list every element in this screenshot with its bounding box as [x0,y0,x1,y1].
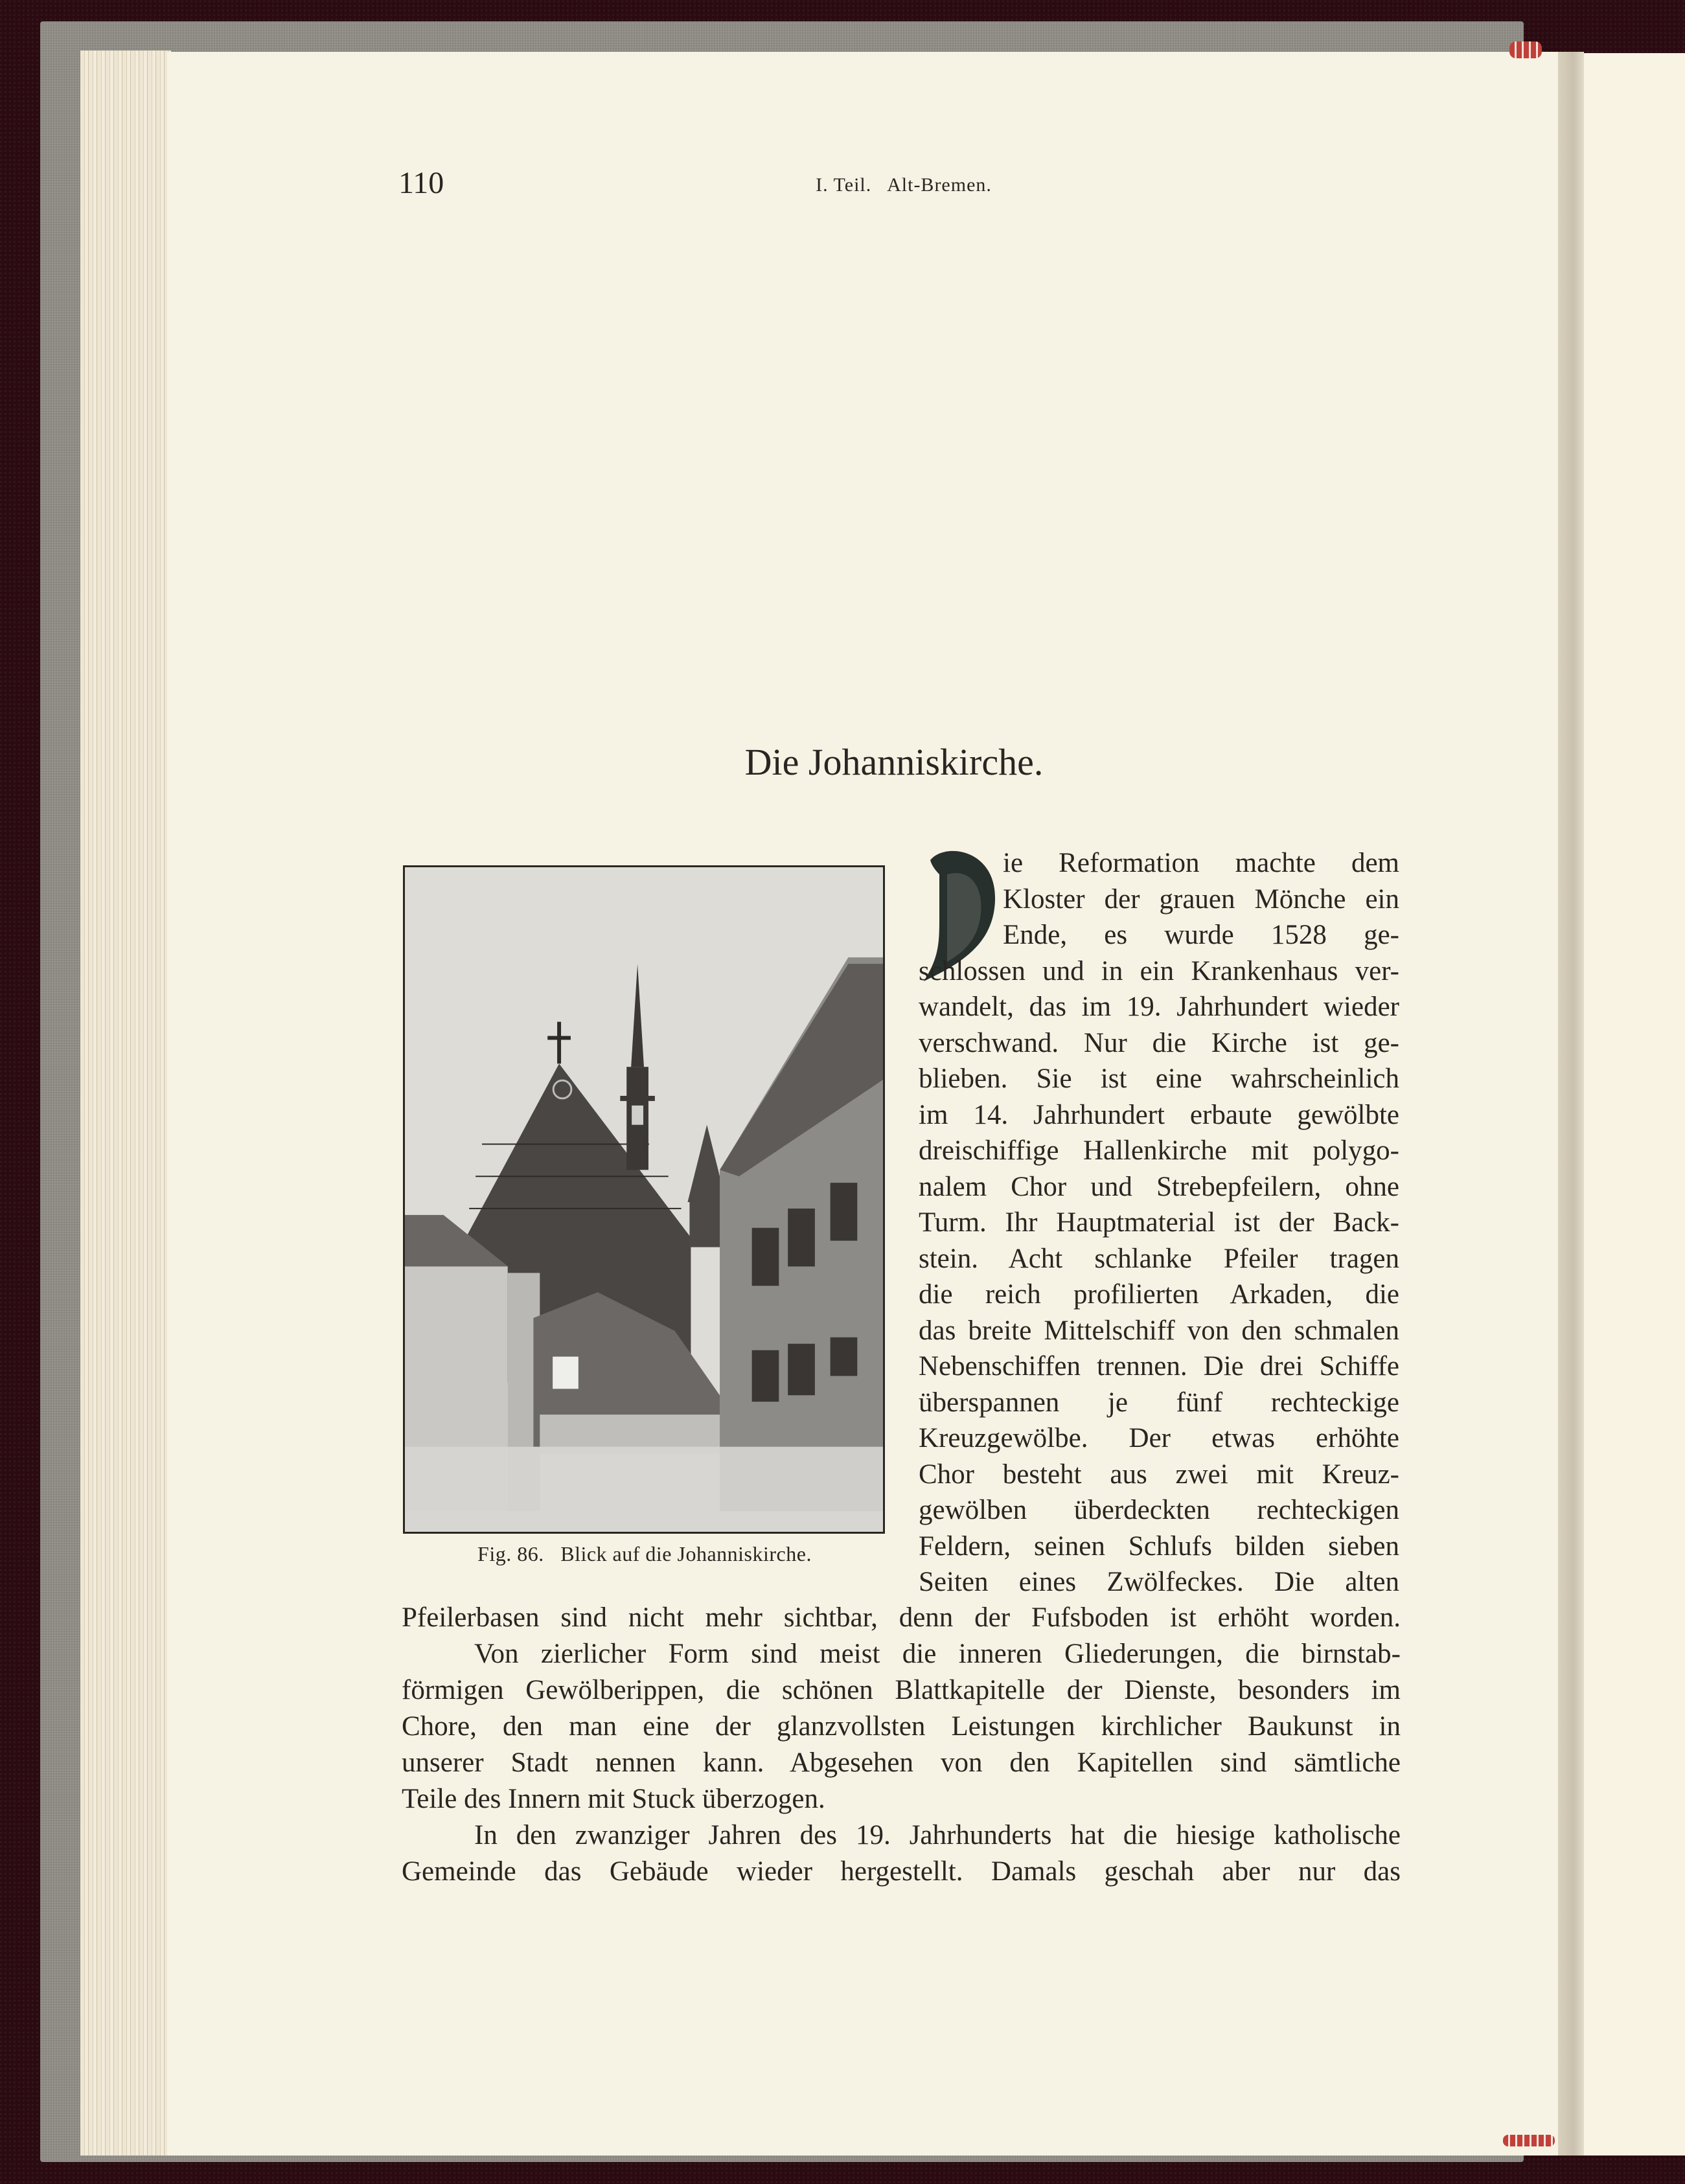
text-line: das breite Mittelschiff von den schmalen [919,1315,1399,1346]
running-head [398,165,1409,204]
text-line: wandelt, das im 19. Jahrhundert wieder [919,992,1399,1022]
text-line: im 14. Jahrhundert erbaute gewölbte [919,1099,1399,1130]
running-title: I. Teil. Alt-Bremen. [816,174,992,196]
text-line: Kreuzgewölbe. Der etwas erhöhte [919,1423,1399,1453]
text-line: verschwand. Nur die Kirche ist ge- [919,1027,1399,1058]
text-line: Seiten eines Zwölfeckes. Die alten [919,1567,1399,1597]
text-line: Ende, es wurde 1528 ge- [1003,920,1399,950]
text-line: Teile des Innern mit Stuck überzogen. [402,1784,825,1814]
text-line: förmigen Gewölberippen, die schönen Blattkapitelle der Dienste, besonders im [402,1675,1401,1705]
text-line: Pfeilerbasen sind nicht mehr sichtbar, denn der Fufsboden ist erhöht worden. [402,1602,1401,1633]
text-full-width [402,1600,1401,1890]
text-line: überspannen je fünf rechteckige [919,1387,1399,1418]
page-number: 110 [398,166,444,200]
text-line: Chor besteht aus zwei mit Kreuz- [919,1459,1399,1490]
chapter-title: Die Johanniskirche. [744,741,1044,783]
text-line: Chore, den man eine der glanzvollsten Leistungen kirchlicher Baukunst in [402,1711,1401,1742]
figure-photo [403,865,885,1534]
text-line: Turm. Ihr Hauptmaterial ist der Back- [919,1207,1399,1238]
text-line: Feldern, seinen Schlufs bilden sieben [919,1530,1399,1562]
headband-bottom [1503,2135,1555,2146]
facing-page [1584,53,1685,2156]
text-line: Von zierlicher Form sind meist die inneren Gliederungen, die birnstab- [474,1639,1401,1669]
book-gutter [1558,52,1584,2156]
text-line: nalem Chor und Strebepfeilern, ohne [919,1171,1399,1202]
text-line: ie Reformation machte dem [1003,848,1399,878]
text-line: schlossen und in ein Krankenhaus ver- [919,955,1399,986]
text-line: gewölben überdeckten rechteckigen [919,1495,1399,1525]
text-line: In den zwanziger Jahren des 19. Jahrhunderts hat die hiesige katholische [474,1820,1401,1850]
cross-icon [557,1022,561,1064]
figure-caption: Fig. 86. Blick auf die Johanniskirche. [477,1542,812,1565]
text-line: Kloster der grauen Mönche ein [1003,883,1399,915]
text-column [919,845,1399,1600]
page-edges [80,51,171,2156]
text-line: dreischiffige Hallenkirche mit polygo- [919,1135,1399,1166]
text-line: stein. Acht schlanke Pfeiler tragen [919,1243,1399,1274]
church-photo-illustration [405,867,883,1532]
headband-top [1509,41,1542,58]
text-line: blieben. Sie ist eine wahrscheinlich [919,1064,1399,1094]
text-line: Nebenschiffen trennen. Die drei Schiffe [919,1351,1399,1382]
text-line: die reich profilierten Arkaden, die [919,1279,1399,1310]
text-line: Gemeinde das Gebäude wieder hergestellt. Damals geschah aber nur das [402,1856,1401,1887]
text-line: unserer Stadt nennen kann. Abgesehen von den Kapitellen sind sämtliche [402,1747,1401,1778]
